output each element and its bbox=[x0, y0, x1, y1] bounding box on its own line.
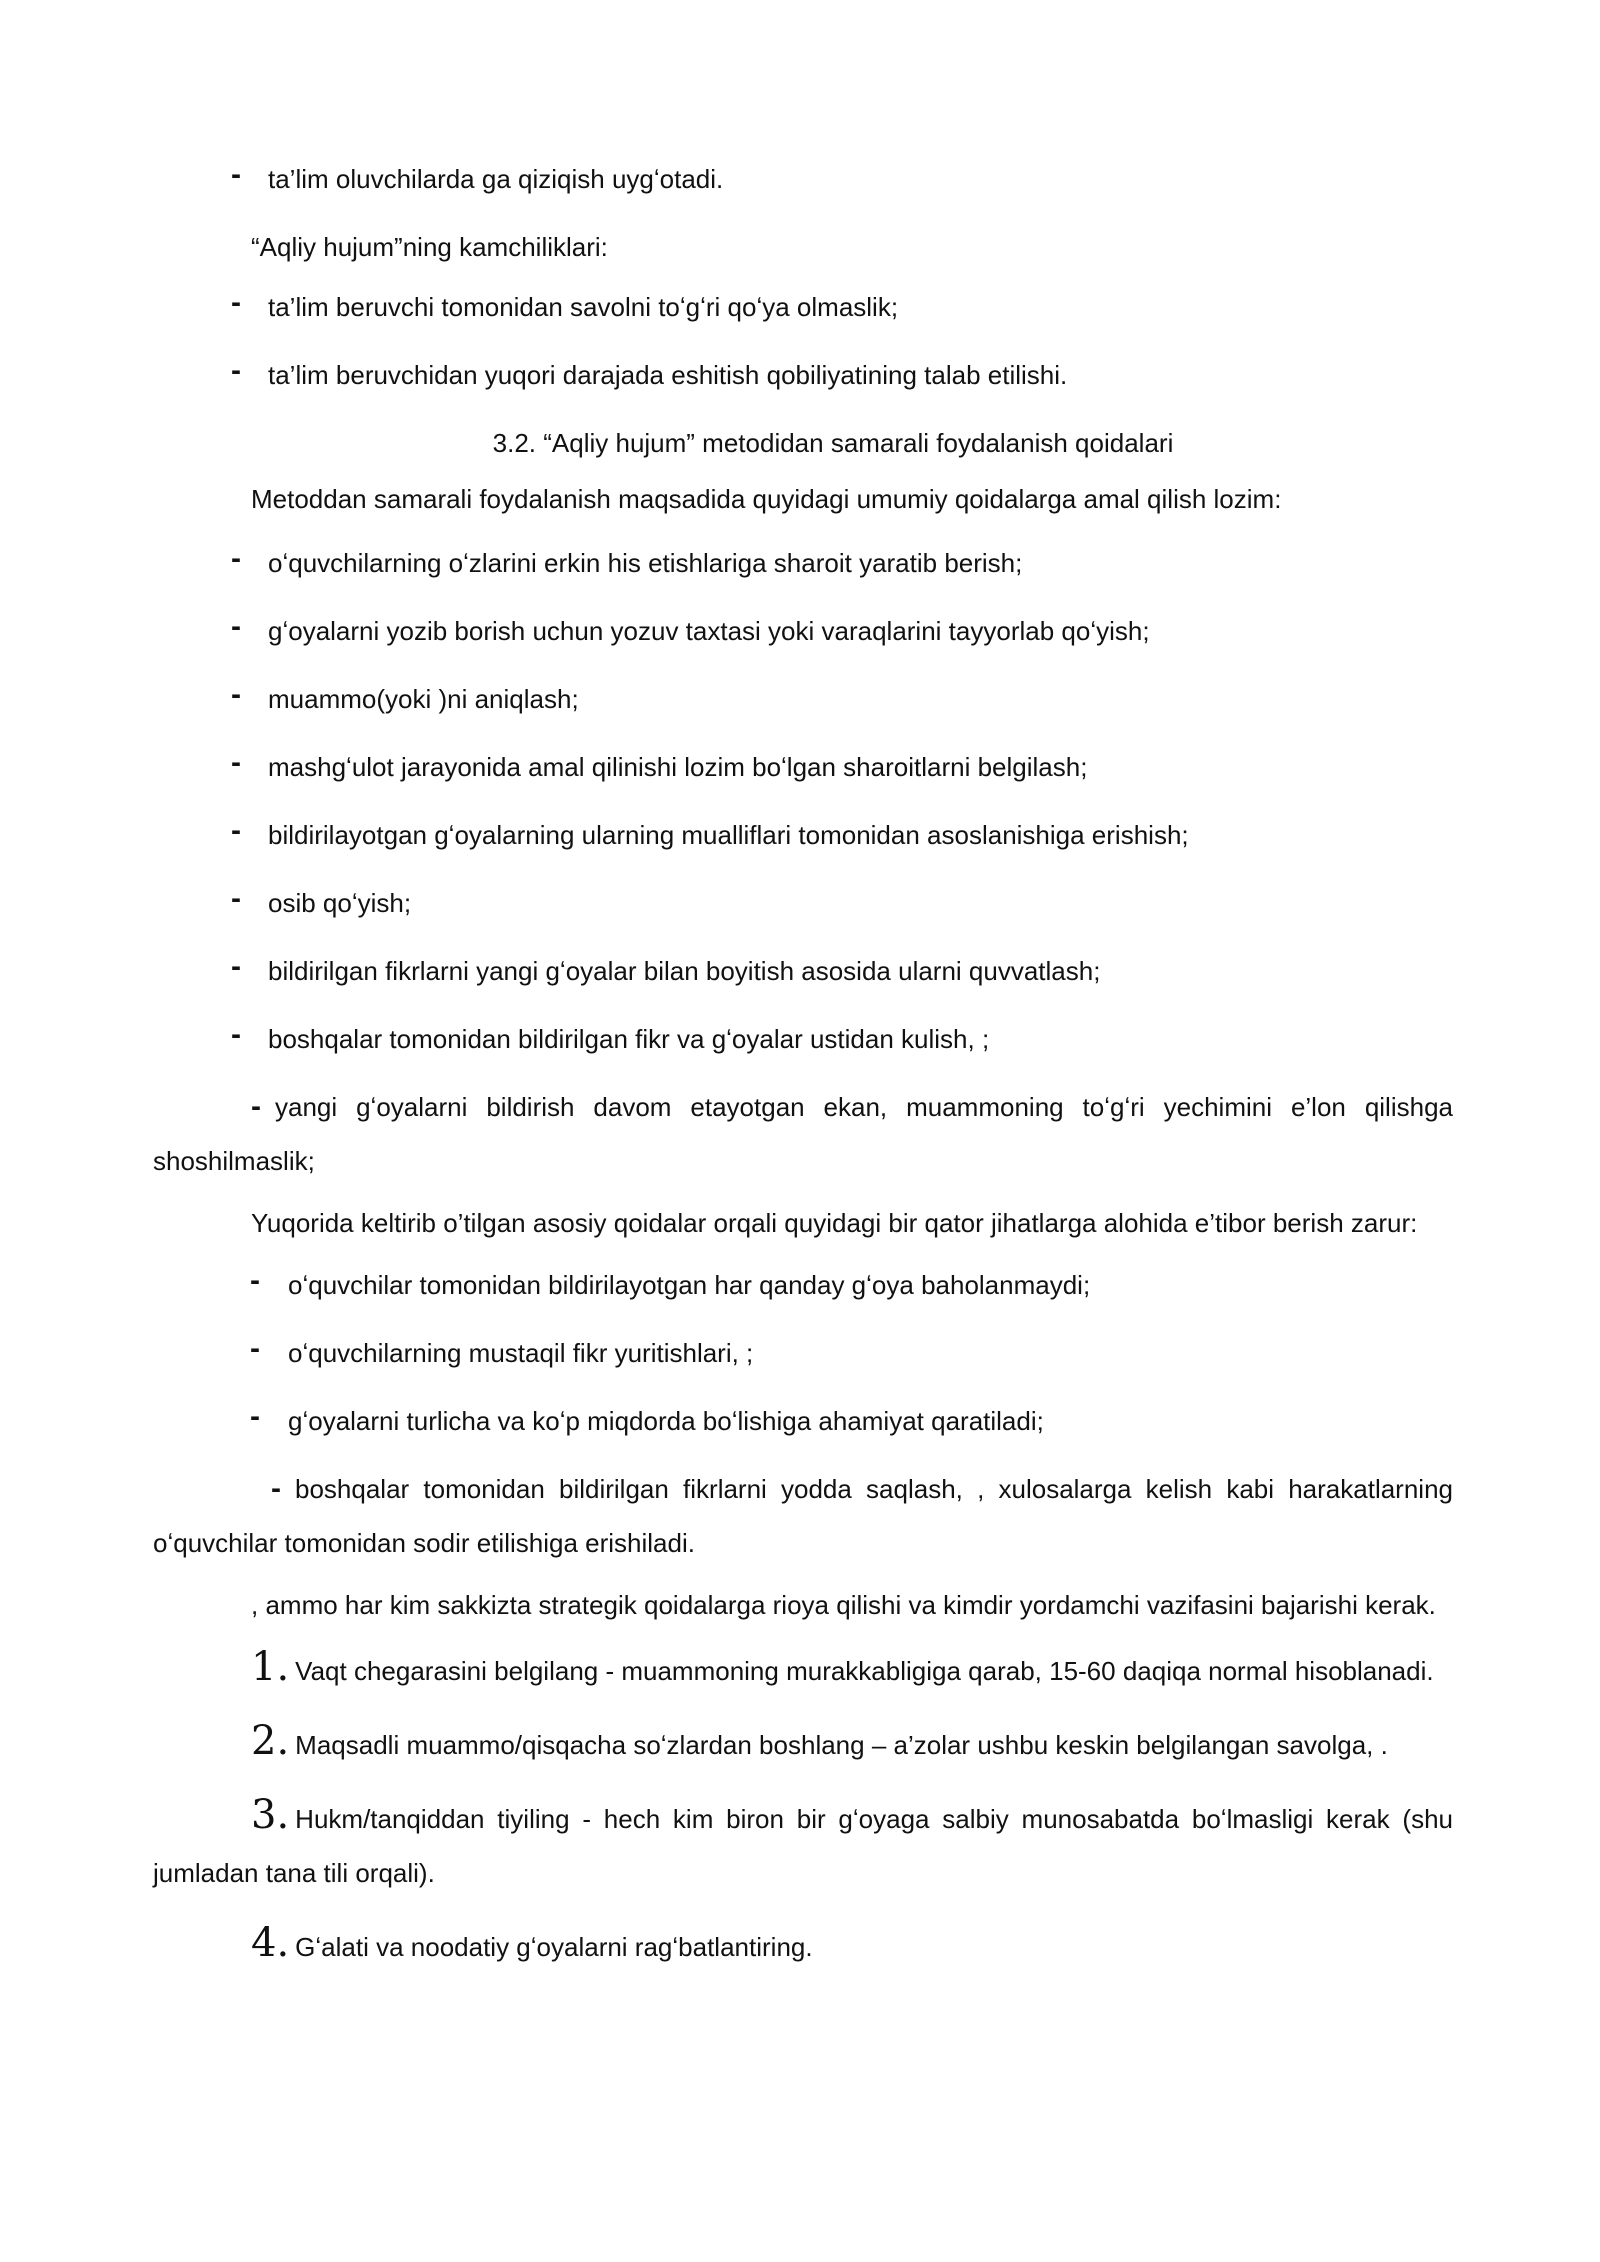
bullet-dash: - bbox=[231, 950, 241, 983]
list-item bbox=[153, 536, 1453, 590]
bullet-dash: - bbox=[231, 746, 241, 779]
list-item bbox=[153, 280, 1453, 334]
list-item-text: ta’lim oluvchilarda ga qiziqish uygʻotadi. bbox=[268, 164, 724, 194]
numbered-item bbox=[153, 1916, 1453, 1974]
bullet-dash: - bbox=[271, 1472, 281, 1505]
numbered-item-text: Maqsadli muammo/qisqacha soʻzlardan boshlang – a’zolar ushbu keskin belgilangan savolga, . bbox=[295, 1730, 1388, 1760]
list-item-text: mashgʻulot jarayonida amal qilinishi lozim boʻlgan sharoitlarni belgilash; bbox=[268, 752, 1088, 782]
paragraph: Yuqorida keltirib o’tilgan asosiy qoidalar orqali quyidagi bir qator jihatlarga alohida e’tibor berish zarur: bbox=[251, 1208, 1418, 1238]
numbered-item bbox=[153, 1788, 1453, 1900]
list-item-text: bildirilgan fikrlarni yangi gʻoyalar bilan boyitish asosida ularni quvvatlash; bbox=[268, 956, 1101, 986]
list-item bbox=[153, 672, 1453, 726]
list-item-text: boshqalar tomonidan bildirilgan fikr va gʻoyalar ustidan kulish, ; bbox=[268, 1024, 990, 1054]
list-item-text: gʻoyalarni yozib borish uchun yozuv taxtasi yoki varaqlarini tayyorlab qoʻyish; bbox=[268, 616, 1150, 646]
list-item bbox=[153, 1012, 1453, 1066]
list-item bbox=[153, 348, 1453, 402]
bullet-dash: - bbox=[231, 158, 241, 191]
item-number: 4. bbox=[251, 1920, 290, 1966]
list-item bbox=[153, 808, 1453, 862]
bullet-dash: - bbox=[231, 1018, 241, 1051]
list-item-text: ta’lim beruvchi tomonidan savolni toʻgʻri qoʻya olmaslik; bbox=[268, 292, 899, 322]
bullet-dash: - bbox=[251, 1090, 261, 1123]
item-number: 1. bbox=[251, 1644, 290, 1690]
bullet-dash: - bbox=[231, 678, 241, 711]
list-item-text: gʻoyalarni turlicha va koʻp miqdorda boʻlishiga ahamiyat qaratiladi; bbox=[288, 1406, 1044, 1436]
bullet-dash: - bbox=[231, 882, 241, 915]
bullet-dash: - bbox=[231, 354, 241, 387]
item-number: 3. bbox=[251, 1792, 290, 1838]
list-item bbox=[153, 740, 1453, 794]
intro-paragraph: Metoddan samarali foydalanish maqsadida quyidagi umumiy qoidalarga amal qilish lozim: bbox=[251, 484, 1282, 514]
bullet-dash: - bbox=[231, 286, 241, 319]
bullet-dash: - bbox=[231, 610, 241, 643]
numbered-item-text: Gʻalati va noodatiy gʻoyalarni ragʻbatlantiring. bbox=[295, 1932, 813, 1962]
section-heading: 3.2. “Aqliy hujum” metodidan samarali foydalanish qoidalari bbox=[492, 428, 1174, 458]
list-item bbox=[153, 604, 1453, 658]
list-item-text: yangi gʻoyalarni bildirish davom etayotgan ekan, muammoning toʻgʻri yechimini e’lon qilishga shoshilmaslik; bbox=[153, 1092, 1453, 1176]
list-item bbox=[153, 876, 1453, 930]
document-body bbox=[153, 152, 1453, 1990]
list-item-text: ta’lim beruvchidan yuqori darajada eshitish qobiliyatining talab etilishi. bbox=[268, 360, 1068, 390]
bullet-dash: - bbox=[250, 1400, 260, 1433]
list-item-wrapped bbox=[153, 1462, 1453, 1570]
list-item-text: oʻquvchilarning mustaqil fikr yuritishlari, ; bbox=[288, 1338, 754, 1368]
list-item bbox=[153, 944, 1453, 998]
list-item bbox=[153, 1394, 1453, 1448]
bullet-dash: - bbox=[250, 1332, 260, 1365]
list-item-text: osib qoʻyish; bbox=[268, 888, 412, 918]
list-item bbox=[153, 152, 1453, 206]
paragraph: , ammo har kim sakkizta strategik qoidalarga rioya qilishi va kimdir yordamchi vazifasini bajarishi kerak. bbox=[251, 1590, 1436, 1620]
list-item-text: boshqalar tomonidan bildirilgan fikrlarni yodda saqlash, , xulosalarga kelish kabi harakatlarning oʻquvchilar tomonidan sodir etilishiga erishiladi. bbox=[153, 1474, 1453, 1558]
list-item-text: muammo(yoki )ni aniqlash; bbox=[268, 684, 579, 714]
list-item-text: oʻquvchilarning oʻzlarini erkin his etishlariga sharoit yaratib berish; bbox=[268, 548, 1023, 578]
numbered-item bbox=[153, 1714, 1453, 1772]
list-item bbox=[153, 1258, 1453, 1312]
numbered-item-text: Vaqt chegarasini belgilang - muammoning murakkabligiga qarab, 15-60 daqiqa normal hisoblanadi. bbox=[295, 1656, 1434, 1686]
bullet-dash: - bbox=[231, 542, 241, 575]
subheading: “Aqliy hujum”ning kamchiliklari: bbox=[251, 232, 608, 262]
list-item-text: bildirilayotgan gʻoyalarning ularning mualliflari tomonidan asoslanishiga erishish; bbox=[268, 820, 1189, 850]
bullet-dash: - bbox=[231, 814, 241, 847]
bullet-dash: - bbox=[250, 1264, 260, 1297]
list-item-text: oʻquvchilar tomonidan bildirilayotgan har qanday gʻoya baholanmaydi; bbox=[288, 1270, 1091, 1300]
list-item bbox=[153, 1326, 1453, 1380]
numbered-item-text: Hukm/tanqiddan tiyiling - hech kim biron bir gʻoyaga salbiy munosabatda boʻlmasligi kerak (shu jumladan tana tili orqali). bbox=[153, 1804, 1453, 1888]
numbered-item bbox=[153, 1640, 1453, 1698]
list-item-wrapped bbox=[153, 1080, 1453, 1188]
item-number: 2. bbox=[251, 1718, 290, 1764]
